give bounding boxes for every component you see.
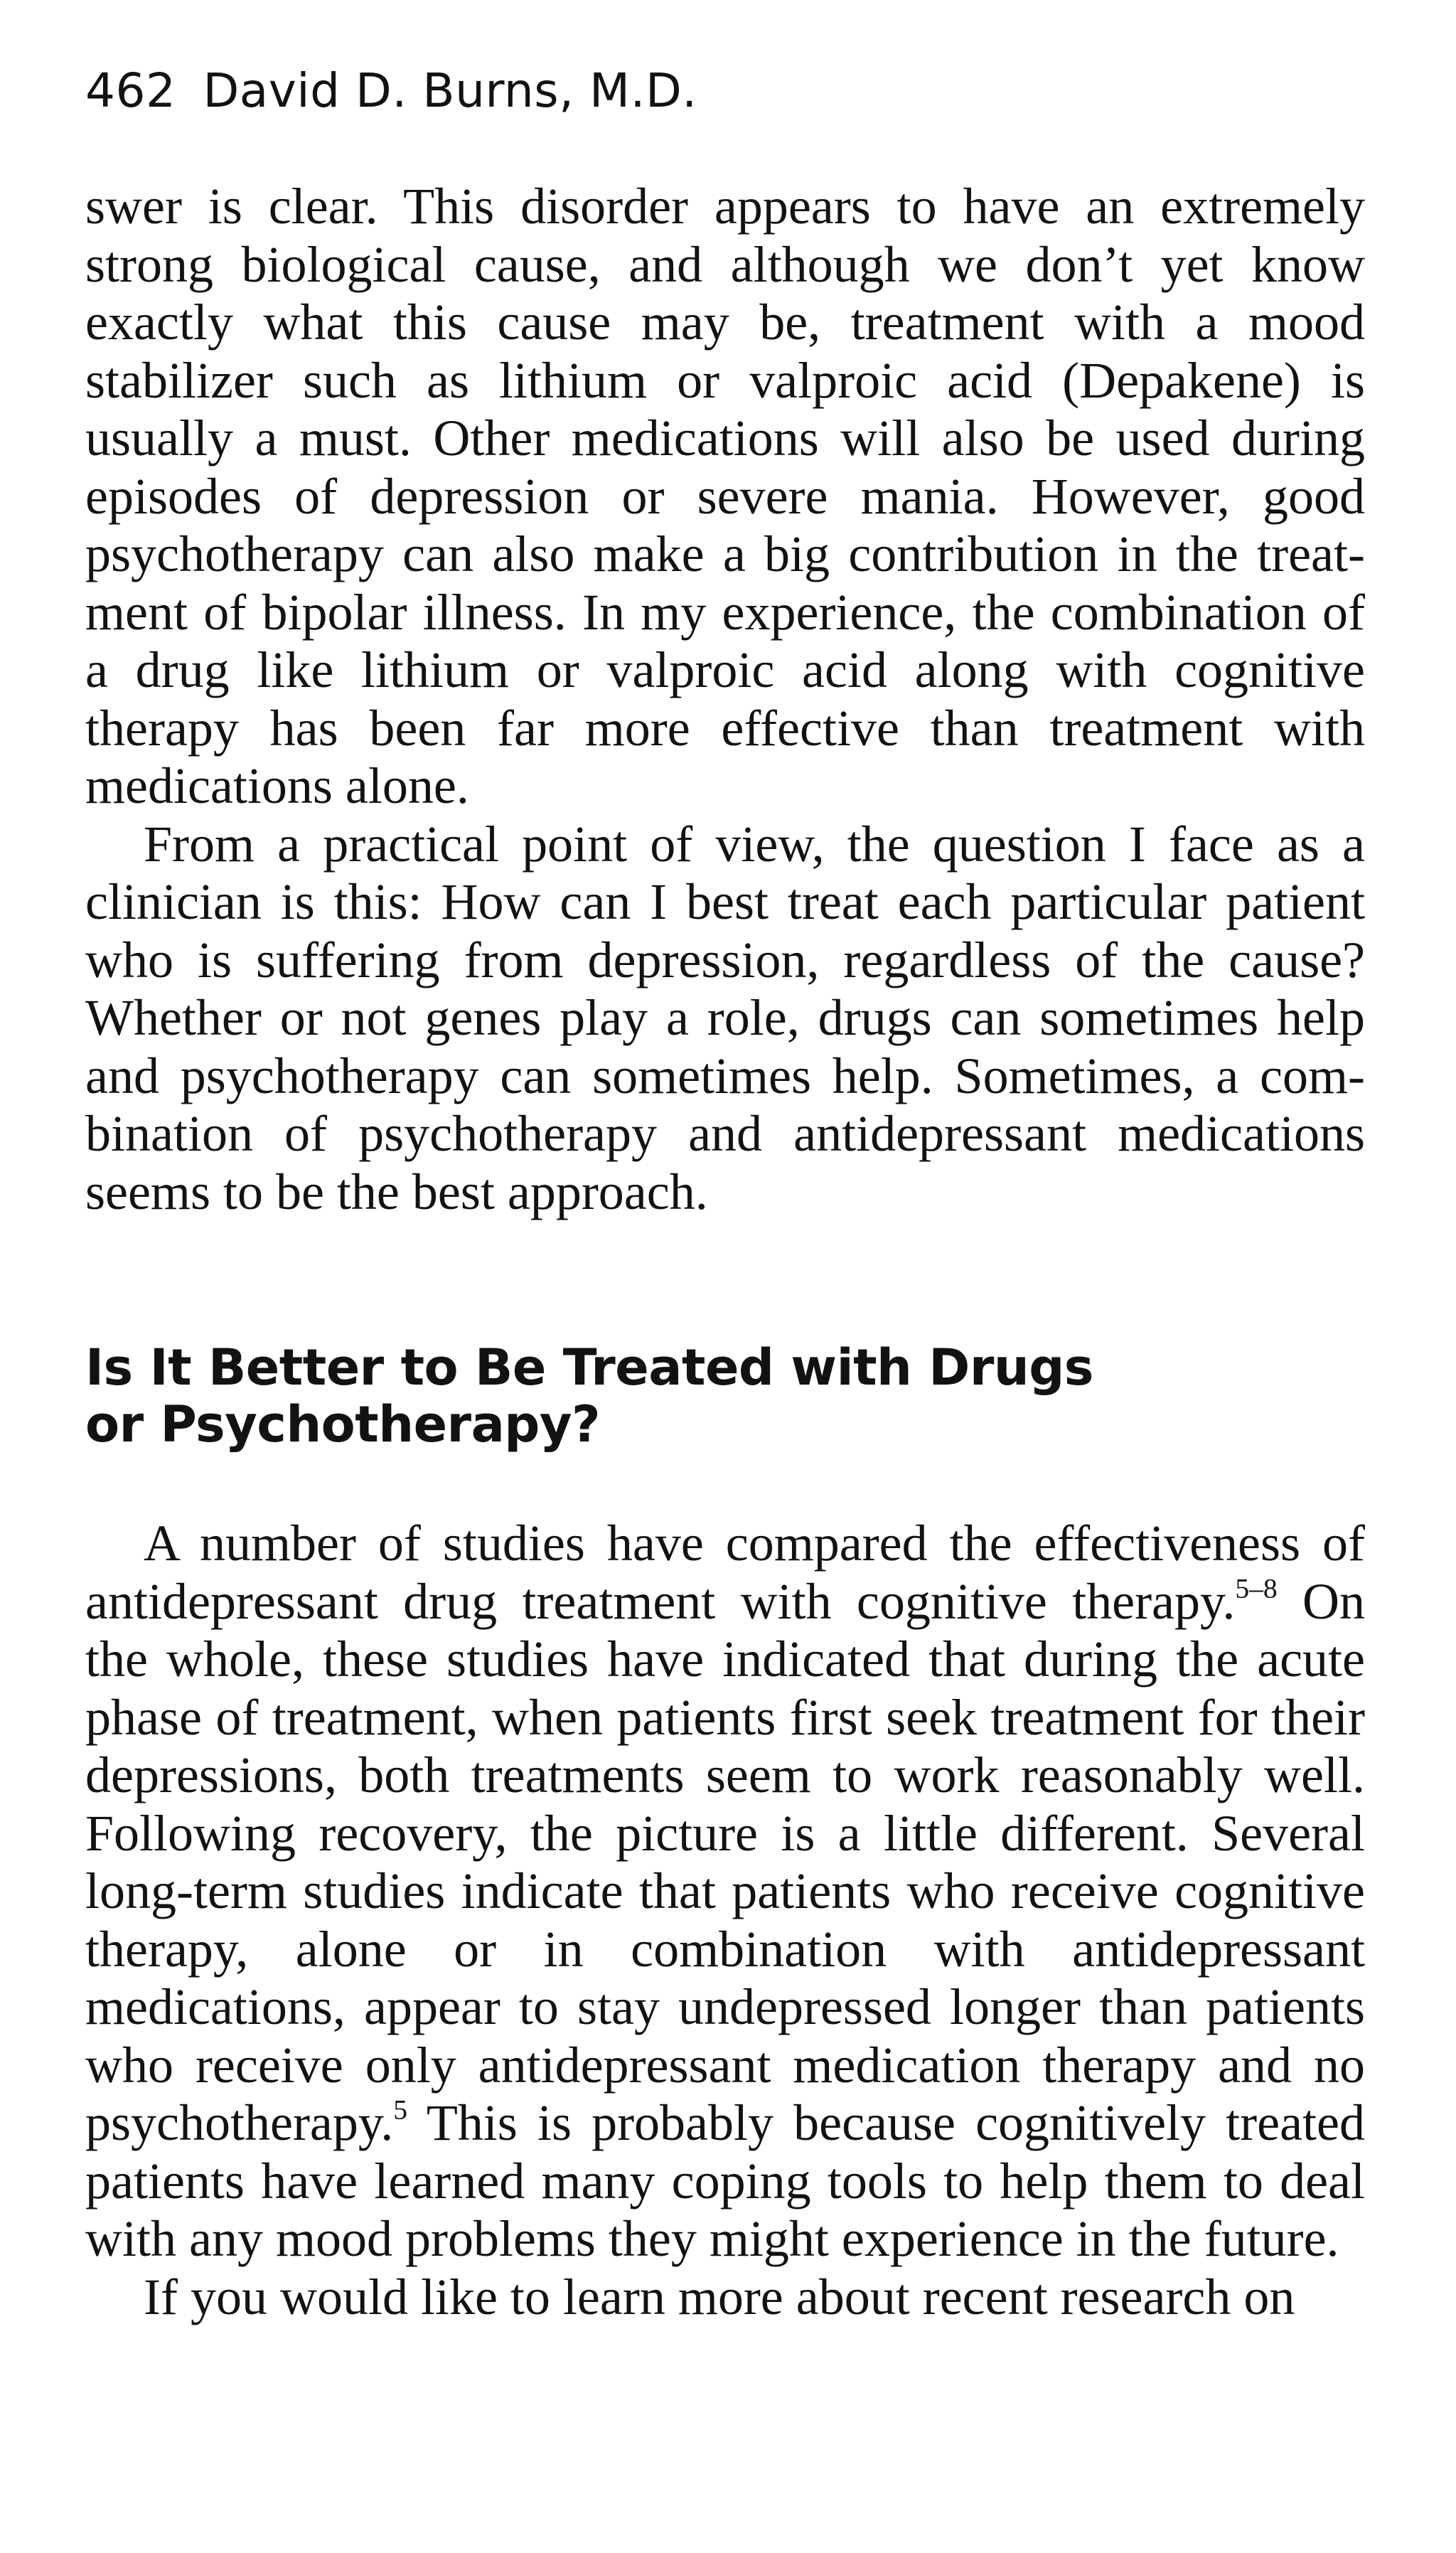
paragraph-text: This is probably because cognitively treated patients have learned many coping tools to help them to deal with any mood problems they might experience in the future. [85, 2094, 1365, 2267]
section-heading-line-2: or Psychotherapy? [85, 1395, 601, 1454]
section-heading [85, 1339, 1365, 1453]
section-heading-line-1: Is It Better to Be Treated with Drugs [85, 1338, 1093, 1397]
text-block-top [85, 178, 1365, 1221]
paragraph-text: On the whole, these studies have indicated that during the acute phase of treatment, when patients first seek treatment for their depressions, both treatments seem to work reasonably well. Following recovery, the picture is a little different. Several long-term studies indicate that patients who receive cognitive therapy, alone or in combination with antidepressant medications, appear to stay undepressed longer than patients who receive only antidepressant medication therapy and no psychotherapy. [85, 1572, 1365, 2151]
paragraph: If you would like to learn more about recent research on [144, 2268, 1295, 2325]
paragraph: From a practical point of view, the question I face as a clinician is this: How can I best treat each particular patient who is suffering from depression, regardless of the cause? Whether or not genes play a role, drugs can sometimes help and psychotherapy can sometimes help. Sometimes, a combination of psychotherapy and antidepressant medications seems to be the best approach. [85, 815, 1365, 1220]
text-block-bottom [85, 1515, 1365, 2326]
author-name: David D. Burns, M.D. [203, 63, 697, 118]
paragraph-text: A number of studies have compared the effectiveness of antidepressant drug treatment with cognitive therapy. [85, 1515, 1365, 1630]
running-head [85, 63, 697, 118]
page-number: 462 [85, 63, 176, 118]
paragraph [85, 1515, 1365, 2269]
paragraph: swer is clear. This disorder appears to have an extremely strong biological cause, and although we don’t yet know exactly what this cause may be, treatment with a mood stabilizer such as lithium or valproic acid (Depakene) is usually a must. Other medications will also be used during episodes of depression or severe mania. However, good psychotherapy can also make a big contribution in the treatment of bipolar illness. In my experience, the combination of a drug like lithium or valproic acid along with cognitive therapy has been far more effective than treatment with medications alone. [85, 178, 1365, 814]
citation-superscript: 5 [393, 2094, 407, 2126]
citation-superscript: 5–8 [1235, 1572, 1278, 1604]
